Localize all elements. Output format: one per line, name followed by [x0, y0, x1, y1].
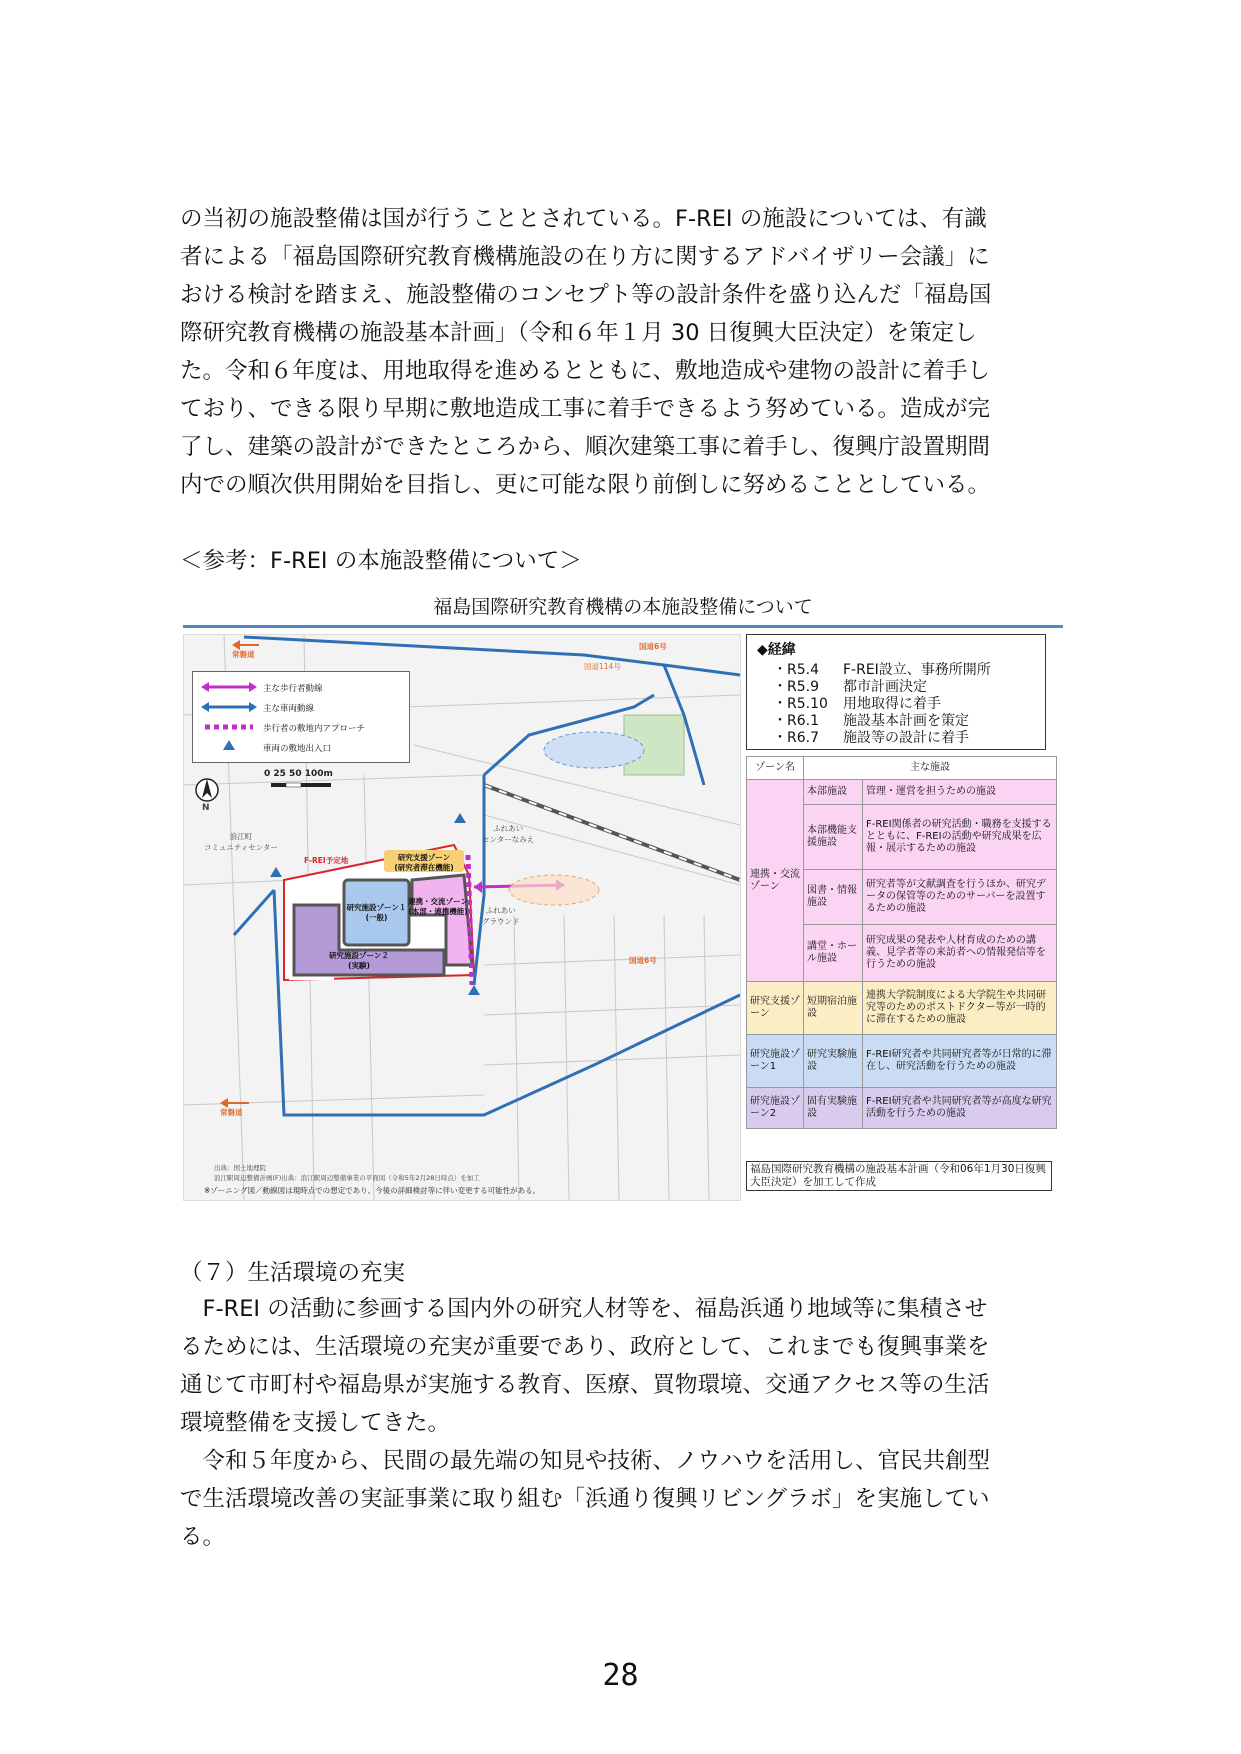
table-header: ゾーン名: [747, 757, 804, 780]
triangle-icon: [223, 740, 235, 750]
map-credit: 浪江駅周辺整備計画(F)出典：浪江駅周辺整備事業の平面図（令和5年2月28日時点）を加工: [214, 1174, 480, 1182]
history-event: 施設基本計画を策定: [843, 713, 969, 729]
table-row: [747, 1035, 1057, 1088]
table-header-row: [747, 757, 1057, 780]
legend-label: 主な車両動線: [263, 704, 315, 714]
body-paragraph: [180, 1290, 1065, 1442]
site-label: F-REI予定地: [304, 856, 349, 865]
paragraph-line: た。令和６年度は、用地取得を進めるとともに、敷地造成や建物の設計に着手し: [180, 358, 991, 384]
paragraph-line: る。: [180, 1524, 226, 1550]
history-date: ・R5.9: [773, 679, 819, 695]
facility-name: 本部施設: [804, 780, 863, 805]
paragraph-line: の当初の施設整備は国が行うこととされている。F-REI の施設については、有識: [180, 206, 987, 232]
fureai-center-label: ふれあい センターなみえ: [482, 824, 535, 844]
facility-name: 講堂・ホール施設: [804, 925, 863, 982]
zone-name: 研究施設ゾーン1: [747, 1035, 804, 1088]
zone1-label: 研究施設ゾーン１ (一般): [346, 903, 407, 922]
zone2-label: 研究施設ゾーン２ (実験): [329, 951, 389, 970]
legend-icons: [199, 672, 259, 762]
zone-name: 研究施設ゾーン2: [747, 1088, 804, 1129]
map-note: ※ゾーニング図／動線図は現時点での想定であり、今後の詳細検討等に伴い変更する可能性がある。: [204, 1186, 541, 1195]
history-box: [746, 634, 1046, 750]
zone-support-label: 研究支援ゾーン (研究者滞在機能): [394, 853, 454, 872]
figure-source: 福島国際研究教育機構の施設基本計画（令和06年1月30日復興大臣決定）を加工して作成: [746, 1161, 1052, 1191]
table-row: [747, 982, 1057, 1035]
figure-title: 福島国際研究教育機構の本施設整備について: [433, 596, 813, 618]
zone-exchange-label: 連携・交流ゾーン (本部・連携機能): [408, 897, 468, 916]
paragraph-line: るためには、生活環境の充実が重要であり、政府として、これまでも復興事業を: [180, 1334, 990, 1360]
body-paragraph: [180, 1442, 1065, 1556]
history-item: [773, 727, 969, 747]
community-center-label: 浪江町 コミュニティセンター: [204, 832, 278, 852]
national114-label: 国道114号: [584, 662, 621, 671]
zone-name: 連携・交流ゾーン: [747, 780, 804, 982]
table-header: 主な施設: [804, 757, 1057, 780]
paragraph-line: 通じて市町村や福島県が実施する教育、医療、買物環境、交通アクセス等の生活: [180, 1372, 990, 1398]
page-number: 28: [602, 1658, 639, 1693]
history-date: ・R5.10: [773, 696, 828, 712]
facility-description: F-REI研究者や共同研究者等が日常的に滞在し、研究活動を行うための施設: [863, 1035, 1057, 1088]
history-event: 都市計画決定: [843, 679, 927, 695]
history-event: 用地取得に着手: [843, 696, 941, 712]
facility-description: F-REI研究者や共同研究者等が高度な研究活動を行うための施設: [863, 1088, 1057, 1129]
zone-table: [746, 756, 1057, 1129]
legend-label: 歩行者の敷地内アプローチ: [263, 724, 366, 734]
paragraph-line: 者による「福島国際研究教育機構施設の在り方に関するアドバイザリー会議」に: [180, 244, 990, 270]
paragraph-line: 了し、建築の設計ができたところから、順次建築工事に着手し、復興庁設置期間: [180, 434, 991, 460]
paragraph-line: ており、できる限り早期に敷地造成工事に着手できるよう努めている。造成が完: [180, 396, 991, 422]
zone-name: 研究支援ゾーン: [747, 982, 804, 1035]
pink-double-arrow-icon: [201, 682, 257, 692]
facility-figure: [183, 592, 1063, 1202]
facility-description: 研究者等が文献調査を行うほか、研究データの保管等のためのサーバーを設置するための施設: [863, 870, 1057, 925]
section-heading: （７）生活環境の充実: [180, 1260, 406, 1286]
facility-description: F-REI関係者の研究活動・職務を支援するとともに、F-REIの活動や研究成果を広報・展示するための施設: [863, 805, 1057, 870]
history-date: ・R6.7: [773, 730, 819, 746]
history-heading: ◆経緯: [757, 642, 796, 658]
national6-label-top: 国道6号: [639, 642, 667, 651]
map-credit: 出典：国土地理院: [214, 1164, 266, 1172]
facility-description: 研究成果の発表や人材育成のための講義、見学者等の来訪者への情報発信等を行うための施設: [863, 925, 1057, 982]
table-row: [747, 1088, 1057, 1129]
paragraph-line: おける検討を踏まえ、施設整備のコンセプト等の設計条件を盛り込んだ「福島国: [180, 282, 992, 308]
reference-heading: ＜参考：F-REI の本施設整備について＞: [180, 548, 582, 574]
joban-label-bottom: 常磐道: [220, 1108, 243, 1117]
facility-name: 研究実験施設: [804, 1035, 863, 1088]
paragraph-line: で生活環境改善の実証事業に取り組む「浜通り復興リビングラボ」を実施してい: [180, 1486, 990, 1512]
scale-label: 0 25 50 100m: [264, 769, 333, 779]
legend-label: 車両の敷地出入口: [263, 744, 332, 754]
body-paragraph: [180, 200, 1065, 504]
facility-name: 図書・情報施設: [804, 870, 863, 925]
history-event: 施設等の設計に着手: [843, 730, 969, 746]
facility-name: 短期宿泊施設: [804, 982, 863, 1035]
north-label: N: [202, 803, 210, 813]
legend-label: 主な歩行者動線: [263, 684, 323, 694]
history-date: ・R6.1: [773, 713, 819, 729]
site-map: [183, 634, 741, 1201]
history-event: F-REI設立、事務所開所: [843, 662, 991, 678]
facility-description: 管理・運営を担うための施設: [863, 780, 1057, 805]
paragraph-line: F-REI の活動に参画する国内外の研究人材等を、福島浜通り地域等に集積させ: [180, 1296, 988, 1322]
map-legend: [192, 671, 410, 763]
national6-label-right: 国道6号: [629, 956, 657, 965]
history-date: ・R5.4: [773, 662, 819, 678]
facility-description: 連携大学院制度による大学院生や共同研究等のためのポストドクター等が一時的に滞在するための施設: [863, 982, 1057, 1035]
blue-double-arrow-icon: [201, 702, 257, 712]
table-row: [747, 780, 1057, 805]
figure-title-rule: [183, 625, 1063, 628]
joban-label-top: 常磐道: [232, 650, 255, 659]
facility-name: 固有実験施設: [804, 1088, 863, 1129]
paragraph-line: 際研究教育機構の施設基本計画」（令和６年１月 30 日復興大臣決定）を策定し: [180, 320, 977, 346]
paragraph-line: 内での順次供用開始を目指し、更に可能な限り前倒しに努めることとしている。: [180, 472, 991, 498]
paragraph-line: 令和５年度から、民間の最先端の知見や技術、ノウハウを活用し、官民共創型: [180, 1448, 991, 1474]
facility-name: 本部機能支援施設: [804, 805, 863, 870]
fureai-ground-label: ふれあい グラウンド: [482, 906, 520, 926]
paragraph-line: 環境整備を支援してきた。: [180, 1410, 451, 1436]
